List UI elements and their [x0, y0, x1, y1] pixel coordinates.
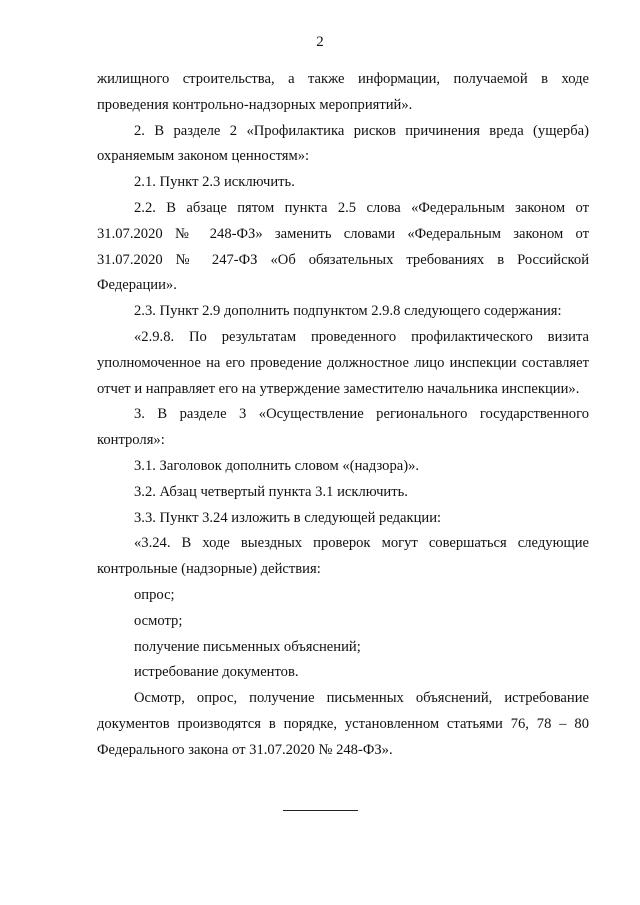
list-item: получение письменных объяснений; — [134, 638, 361, 655]
paragraph-item-3-2: 3.2. Абзац четвертый пункта 3.1 исключить. — [134, 483, 408, 500]
paragraph-item-3-3: 3.3. Пункт 3.24 изложить в следующей редакции: — [134, 509, 442, 526]
paragraph-item-2-1: 2.1. Пункт 2.3 исключить. — [134, 174, 295, 191]
list-item: истребование документов. — [134, 664, 299, 681]
list-item: осмотр; — [134, 612, 183, 629]
paragraph-section-2: 2. В разделе 2 «Профилактика рисков причинения вреда (ущерба) охраняемым законом ценностям»: — [97, 122, 589, 165]
list-item: опрос; — [134, 586, 175, 603]
document-body — [97, 67, 589, 764]
paragraph-closing: Осмотр, опрос, получение письменных объяснений, истребование документов производятся в порядке, установленном статьями 76, 78 – 80 Федерального закона от 31.07.2020 № 248-ФЗ». — [97, 690, 589, 758]
paragraph-item-2-3: 2.3. Пункт 2.9 дополнить подпунктом 2.9.8 следующего содержания: — [134, 303, 562, 320]
paragraph-quote-3-24: «3.24. В ходе выездных проверок могут совершаться следующие контрольные (надзорные) действия: — [97, 535, 589, 578]
end-separator-line — [283, 810, 358, 811]
paragraph-continuation: жилищного строительства, а также информации, получаемой в ходе проведения контрольно-надзорных мероприятий». — [97, 71, 589, 113]
page-number: 2 — [316, 34, 324, 50]
paragraph-section-3: 3. В разделе 3 «Осуществление регионального государственного контроля»: — [97, 406, 589, 449]
paragraph-item-3-1: 3.1. Заголовок дополнить словом «(надзора)». — [134, 457, 420, 474]
paragraph-quote-2-9-8: «2.9.8. По результатам проведенного профилактического визита уполномоченное на его проведение должностное лицо инспекции составляет отчет и направляет его на утверждение заместителю начальника инспекции». — [97, 328, 589, 397]
paragraph-item-2-2: 2.2. В абзаце пятом пункта 2.5 слова «Федеральным законом от 31.07.2020 № 248-ФЗ» заменить словами «Федеральным законом от 31.07.2020 № 247-ФЗ «Об обязательных требованиях в Российской Федерации». — [97, 199, 589, 294]
